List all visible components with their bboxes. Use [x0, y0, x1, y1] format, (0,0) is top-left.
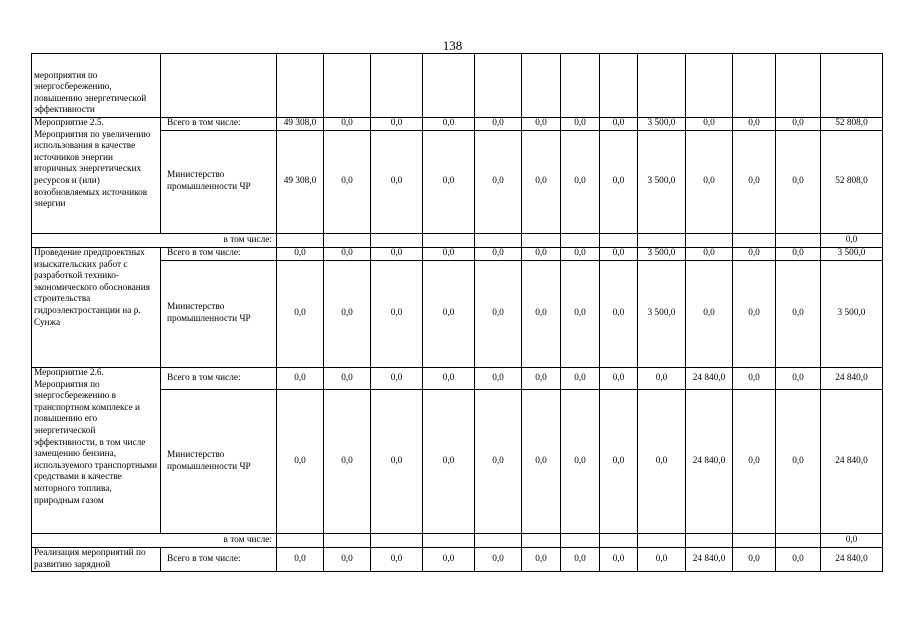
table-row	[32, 368, 883, 390]
value-cell: 0,0	[776, 131, 821, 234]
value-cell: 0,0	[371, 248, 423, 261]
empty-cell	[686, 534, 733, 548]
subtotal-value-cell: 0,0	[821, 534, 883, 548]
value-cell: 0,0	[277, 368, 324, 390]
value-cell: 0,0	[522, 118, 561, 131]
value-cell: 0,0	[324, 390, 371, 534]
empty-cell	[561, 534, 600, 548]
value-cell: 3 500,0	[638, 131, 686, 234]
value-cell: 0,0	[600, 261, 638, 368]
value-cell: 0,0	[733, 248, 776, 261]
empty-cell	[423, 234, 475, 248]
table-row	[32, 248, 883, 261]
value-cell: 24 840,0	[821, 368, 883, 390]
value-cell: 0,0	[776, 368, 821, 390]
value-cell: 49 308,0	[277, 118, 324, 131]
empty-cell	[371, 54, 423, 118]
value-cell: 24 840,0	[821, 390, 883, 534]
value-cell: 0,0	[371, 548, 423, 572]
value-cell: 0,0	[561, 261, 600, 368]
value-cell: 0,0	[324, 131, 371, 234]
measure-name-cell: Проведение предпроектных изыскательских работ с разработкой технико-экономического обоснования строительства гидроэлектростанции на р. Сунжа	[32, 248, 161, 368]
empty-cell	[733, 234, 776, 248]
empty-cell	[522, 234, 561, 248]
value-cell: 0,0	[600, 368, 638, 390]
value-cell: 0,0	[423, 131, 475, 234]
value-cell: 0,0	[600, 248, 638, 261]
empty-cell	[733, 534, 776, 548]
budget-table	[31, 53, 883, 572]
value-cell: 0,0	[686, 118, 733, 131]
value-cell: 0,0	[561, 368, 600, 390]
value-cell: 3 500,0	[638, 248, 686, 261]
empty-cell	[371, 534, 423, 548]
value-cell: 0,0	[522, 261, 561, 368]
value-cell: 0,0	[561, 390, 600, 534]
value-cell: 0,0	[733, 131, 776, 234]
empty-cell	[561, 54, 600, 118]
value-cell: 0,0	[776, 118, 821, 131]
empty-cell	[638, 54, 686, 118]
empty-cell	[733, 54, 776, 118]
value-cell: 0,0	[277, 248, 324, 261]
value-cell: 0,0	[475, 118, 522, 131]
value-cell: 0,0	[423, 368, 475, 390]
value-cell: 0,0	[277, 390, 324, 534]
subtotal-row	[32, 534, 883, 548]
total-label-cell: Всего в том числе:	[161, 248, 277, 261]
subtotal-row	[32, 234, 883, 248]
value-cell: 0,0	[686, 261, 733, 368]
total-label-cell: Всего в том числе:	[161, 118, 277, 131]
value-cell: 0,0	[733, 390, 776, 534]
value-cell: 0,0	[277, 261, 324, 368]
value-cell: 0,0	[776, 261, 821, 368]
value-cell: 0,0	[522, 368, 561, 390]
value-cell: 0,0	[324, 261, 371, 368]
value-cell: 0,0	[638, 390, 686, 534]
value-cell: 0,0	[733, 548, 776, 572]
value-cell: 3 500,0	[821, 261, 883, 368]
value-cell: 0,0	[371, 261, 423, 368]
value-cell: 0,0	[423, 248, 475, 261]
value-cell: 3 500,0	[638, 118, 686, 131]
value-cell: 0,0	[423, 118, 475, 131]
empty-cell	[277, 54, 324, 118]
empty-cell	[324, 534, 371, 548]
empty-cell	[776, 234, 821, 248]
empty-cell	[600, 234, 638, 248]
table-row	[32, 118, 883, 131]
value-cell: 0,0	[423, 390, 475, 534]
value-cell: 0,0	[324, 118, 371, 131]
value-cell: 49 308,0	[277, 131, 324, 234]
value-cell: 24 840,0	[686, 390, 733, 534]
subtotal-label-cell: в том числе:	[32, 534, 277, 548]
value-cell: 0,0	[600, 390, 638, 534]
empty-cell	[686, 54, 733, 118]
empty-cell	[638, 534, 686, 548]
value-cell: 0,0	[600, 131, 638, 234]
value-cell: 0,0	[324, 548, 371, 572]
value-cell: 0,0	[371, 368, 423, 390]
empty-cell	[686, 234, 733, 248]
value-cell: 0,0	[776, 548, 821, 572]
subtotal-value-cell: 0,0	[821, 234, 883, 248]
value-cell: 0,0	[638, 368, 686, 390]
value-cell: 0,0	[475, 368, 522, 390]
value-cell: 0,0	[561, 118, 600, 131]
value-cell: 0,0	[277, 548, 324, 572]
ministry-label-cell: Министерство промышленности ЧР	[161, 261, 277, 368]
table-row	[32, 54, 883, 118]
ministry-label-cell: Министерство промышленности ЧР	[161, 390, 277, 534]
value-cell: 0,0	[686, 131, 733, 234]
empty-cell	[423, 54, 475, 118]
empty-cell	[277, 534, 324, 548]
table-row	[32, 548, 883, 572]
value-cell: 0,0	[324, 368, 371, 390]
empty-cell	[561, 234, 600, 248]
value-cell: 0,0	[522, 390, 561, 534]
empty-cell	[371, 234, 423, 248]
empty-cell	[821, 54, 883, 118]
value-cell: 0,0	[371, 131, 423, 234]
empty-cell	[475, 534, 522, 548]
empty-cell	[161, 54, 277, 118]
value-cell: 0,0	[423, 548, 475, 572]
value-cell: 0,0	[371, 390, 423, 534]
empty-cell	[324, 54, 371, 118]
total-label-cell: Всего в том числе:	[161, 368, 277, 390]
value-cell: 24 840,0	[686, 548, 733, 572]
value-cell: 0,0	[475, 131, 522, 234]
empty-cell	[638, 234, 686, 248]
value-cell: 0,0	[686, 248, 733, 261]
value-cell: 0,0	[522, 248, 561, 261]
value-cell: 0,0	[600, 548, 638, 572]
empty-cell	[776, 54, 821, 118]
empty-cell	[423, 534, 475, 548]
subtotal-label-cell: в том числе:	[32, 234, 277, 248]
empty-cell	[522, 534, 561, 548]
value-cell: 52 808,0	[821, 118, 883, 131]
empty-cell	[277, 234, 324, 248]
empty-cell	[600, 534, 638, 548]
value-cell: 0,0	[733, 261, 776, 368]
value-cell: 3 500,0	[821, 248, 883, 261]
empty-cell	[522, 54, 561, 118]
measure-name-cell: мероприятия по энергосбережению, повышению энергетической эффективности	[32, 54, 161, 118]
value-cell: 0,0	[475, 261, 522, 368]
table-body	[32, 54, 883, 572]
value-cell: 0,0	[733, 368, 776, 390]
value-cell: 3 500,0	[638, 261, 686, 368]
value-cell: 0,0	[561, 248, 600, 261]
value-cell: 0,0	[561, 548, 600, 572]
value-cell: 24 840,0	[821, 548, 883, 572]
value-cell: 0,0	[776, 248, 821, 261]
value-cell: 0,0	[475, 248, 522, 261]
value-cell: 0,0	[324, 248, 371, 261]
empty-cell	[776, 534, 821, 548]
empty-cell	[600, 54, 638, 118]
value-cell: 0,0	[776, 390, 821, 534]
measure-name-cell: Реализация мероприятий по развитию зарядной	[32, 548, 161, 572]
value-cell: 24 840,0	[686, 368, 733, 390]
value-cell: 0,0	[371, 118, 423, 131]
value-cell: 0,0	[522, 131, 561, 234]
value-cell: 0,0	[561, 131, 600, 234]
empty-cell	[324, 234, 371, 248]
value-cell: 0,0	[733, 118, 776, 131]
measure-name-cell: Мероприятие 2.6. Мероприятия по энергосбережению в транспортном комплексе и повышению его энергетической эффективности, в том числе замещению бензина, используемого транспортными средствами в качестве моторного топлива, природным газом	[32, 368, 161, 534]
ministry-label-cell: Министерство промышленности ЧР	[161, 131, 277, 234]
empty-cell	[475, 54, 522, 118]
value-cell: 52 808,0	[821, 131, 883, 234]
value-cell: 0,0	[475, 390, 522, 534]
empty-cell	[475, 234, 522, 248]
value-cell: 0,0	[475, 548, 522, 572]
measure-name-cell: Мероприятие 2.5. Мероприятия по увеличению использования в качестве источников энергии вторичных энергетических ресурсов и (или) возобновляемых источников энергии	[32, 118, 161, 234]
page-number: 138	[442, 38, 463, 53]
value-cell: 0,0	[423, 261, 475, 368]
total-label-cell: Всего в том числе:	[161, 548, 277, 572]
value-cell: 0,0	[638, 548, 686, 572]
value-cell: 0,0	[600, 118, 638, 131]
value-cell: 0,0	[522, 548, 561, 572]
